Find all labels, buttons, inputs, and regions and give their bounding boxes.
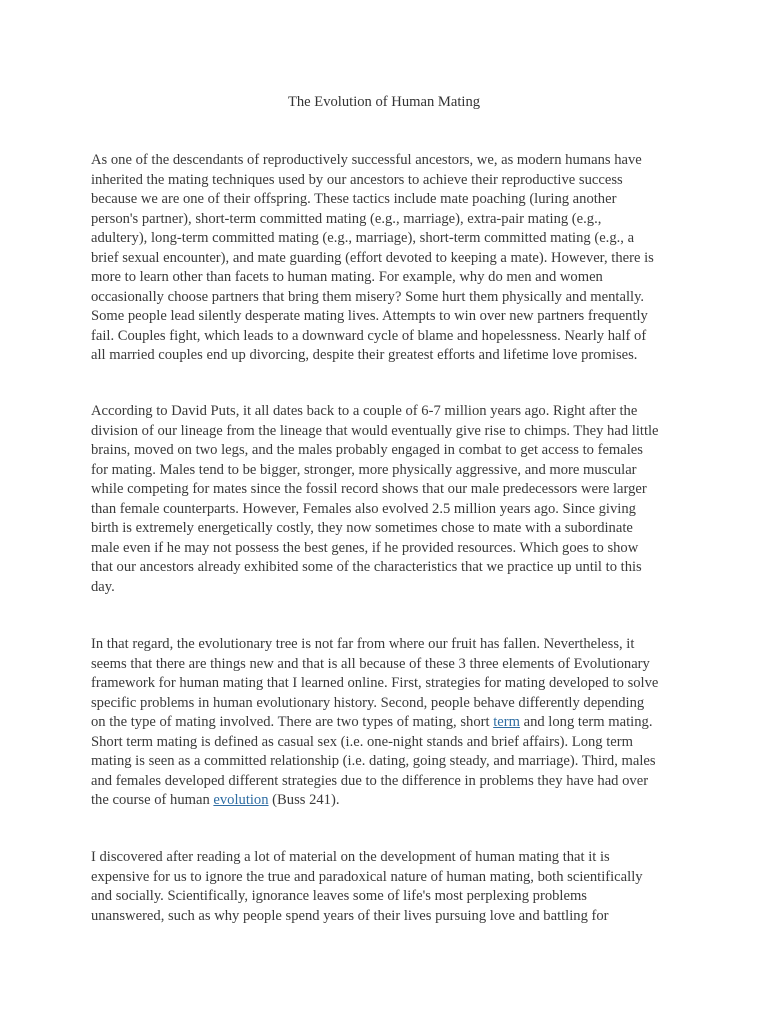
text-line: adultery), long-term committed mating (e.g., marriage), short-term committed mating (e.g., a — [91, 230, 635, 246]
text-line: Some people lead silently desperate mating lives. Attempts to win over new partners frequently — [91, 308, 648, 324]
text-line: seems that there are things new and that is all because of these 3 three elements of Evolutionary — [91, 655, 650, 672]
text-line: framework for human mating that I learned online. First, strategies for mating developed to solve — [91, 675, 659, 691]
text-line: brief sexual encounter), and mate guarding (effort devoted to keeping a mate). However, there is — [91, 249, 654, 266]
text-line: all married couples end up divorcing, despite their greatest efforts and lifetime love promises. — [91, 347, 638, 363]
term-link[interactable]: term — [493, 714, 520, 730]
evolution-link[interactable]: evolution — [213, 792, 269, 808]
text-line: In that regard, the evolutionary tree is not far from where our fruit has fallen. Nevertheless, it — [91, 636, 635, 652]
text-line: male even if he may not possess the best genes, if he provided resources. Which goes to show — [91, 539, 639, 556]
text-line: while competing for mates since the fossil record shows that our male predecessors were larger — [91, 481, 647, 497]
paragraph-3 — [91, 635, 681, 811]
text-line: and females developed different strategies due to the difference in problems they have had over — [91, 772, 649, 789]
text-line: specific problems in human evolutionary history. Second, people behave differently depending — [91, 694, 645, 711]
text-line: As one of the descendants of reproductively successful ancestors, we, as modern humans have — [91, 152, 642, 168]
text-line: birth is extremely energetically costly, they now sometimes chose to mate with a subordinate — [91, 520, 633, 536]
paragraph-2 — [91, 402, 681, 597]
text-line: occasionally choose partners that bring them misery? Some hurt them physically and mentally. — [91, 288, 645, 305]
text-line: unanswered, such as why people spend years of their lives pursuing love and battling for — [91, 907, 609, 924]
text-line: than female counterparts. However, Females also evolved 2.5 million years ago. Since giving — [91, 500, 636, 517]
paragraph-4 — [91, 848, 681, 926]
text-line: more to learn other than facets to human mating. For example, why do men and women — [91, 269, 603, 285]
text-line: because we are one of their offspring. These tactics include mate poaching (luring another — [91, 191, 617, 207]
text-line: I discovered after reading a lot of material on the development of human mating that it is — [91, 849, 610, 865]
text-line-with-link — [91, 713, 681, 733]
text-line: day. — [91, 578, 115, 595]
text-segment: on the type of mating involved. There are two types of mating, short — [91, 714, 494, 730]
text-line: that our ancestors already exhibited some of the characteristics that we practice up until to this — [91, 559, 642, 575]
text-line: for mating. Males tend to be bigger, stronger, more physically aggressive, and more muscular — [91, 461, 637, 478]
text-line: Short term mating is defined as casual sex (i.e. one-night stands and brief affairs). Long term — [91, 733, 633, 750]
text-line: expensive for us to ignore the true and paradoxical nature of human mating, both scientifically — [91, 868, 643, 885]
text-line: person's partner), short-term committed mating (e.g., marriage), extra-pair mating (e.g., — [91, 210, 602, 227]
paragraph-1 — [91, 151, 681, 366]
text-line: brains, moved on two legs, and the males probably engaged in combat to get access to females — [91, 442, 643, 458]
text-segment: and long term mating. — [519, 714, 653, 730]
text-segment: the course of human — [91, 792, 214, 808]
text-line: division of our lineage from the lineage that would eventually give rise to chimps. They had little — [91, 422, 659, 439]
text-line: fail. Couples fight, which leads to a downward cycle of blame and hopelessness. Nearly half of — [91, 327, 647, 344]
text-segment: (Buss 241). — [268, 792, 340, 808]
text-line: inherited the mating techniques used by our ancestors to achieve their reproductive success — [91, 171, 623, 188]
text-line: mating is seen as a committed relationship (i.e. dating, going steady, and marriage). Third, males — [91, 753, 656, 769]
text-line-with-link — [91, 791, 681, 811]
text-line: According to David Puts, it all dates back to a couple of 6-7 million years ago. Right after the — [91, 403, 638, 419]
text-line: and socially. Scientifically, ignorance leaves some of life's most perplexing problems — [91, 888, 587, 904]
document-title: The Evolution of Human Mating — [287, 94, 481, 110]
